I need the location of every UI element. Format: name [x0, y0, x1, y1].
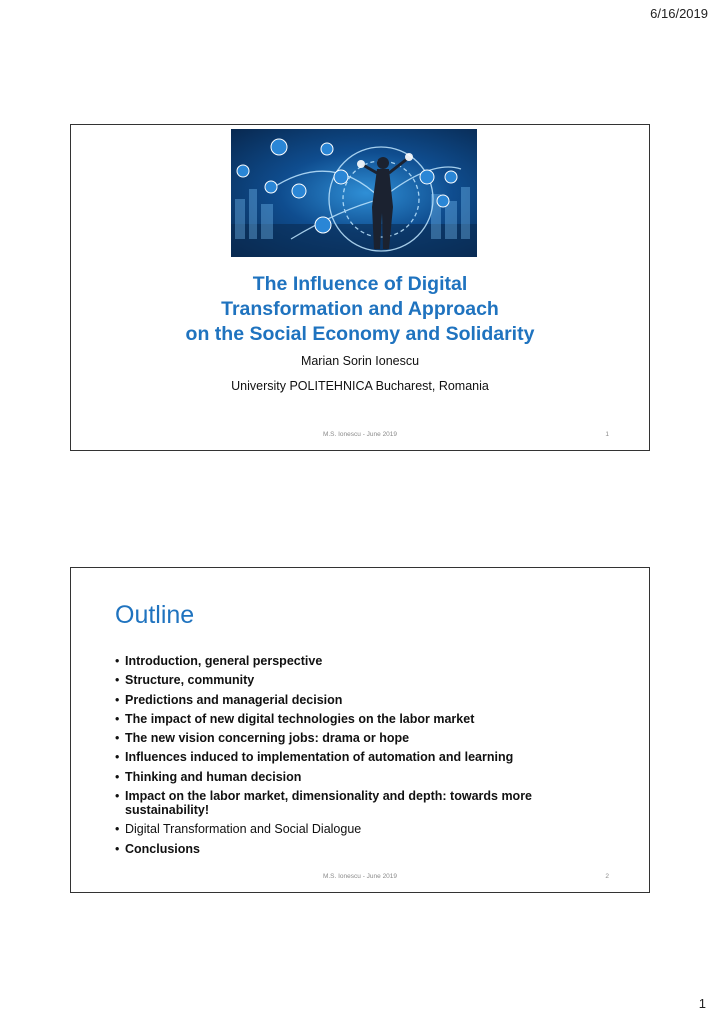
list-item: • The new vision concerning jobs: drama or hope — [115, 731, 410, 746]
bullet-icon: • — [115, 841, 120, 856]
slide-footer: M.S. Ionescu - June 2019 — [322, 873, 398, 880]
list-item: • Impact on the labor market, dimensionality and depth: towards more sustainability! — [115, 789, 533, 818]
bullet-icon: • — [115, 750, 120, 765]
title-line: on the Social Economy and Solidarity — [185, 323, 535, 345]
hero-graphic — [231, 129, 477, 257]
bullet-icon: • — [115, 731, 120, 746]
bullet-icon: • — [115, 692, 120, 707]
slide-footer: M.S. Ionescu - June 2019 — [322, 431, 398, 438]
digital-network-person-image — [231, 129, 477, 257]
slide-2 — [70, 567, 650, 893]
list-item: • Influences induced to implementation of automation and learning — [115, 750, 514, 765]
slide-title — [71, 272, 649, 347]
page-date: 6/16/2019 — [650, 6, 708, 21]
author-name: Marian Sorin Ionescu — [300, 354, 420, 368]
slide-number: 1 — [605, 431, 609, 438]
bullet-icon: • — [115, 711, 120, 726]
list-item: • Predictions and managerial decision — [115, 692, 343, 707]
list-item: • The impact of new digital technologies on the labor market — [115, 711, 475, 726]
outline-heading: Outline — [115, 601, 195, 629]
list-item: • Thinking and human decision — [115, 769, 302, 784]
outline-list — [115, 654, 615, 861]
bullet-icon: • — [115, 673, 120, 688]
page-number: 1 — [698, 996, 706, 1011]
bullet-icon: • — [115, 769, 120, 784]
affiliation: University POLITEHNICA Bucharest, Romania — [231, 379, 489, 393]
list-item: • Introduction, general perspective — [115, 654, 323, 668]
title-line: Transformation and Approach — [221, 298, 499, 320]
title-line: The Influence of Digital — [252, 273, 468, 295]
list-item: • Conclusions — [115, 841, 201, 856]
bullet-icon: • — [115, 654, 120, 668]
bullet-icon: • — [115, 789, 120, 804]
list-item: • Digital Transformation and Social Dialogue — [115, 822, 362, 837]
bullet-icon: • — [115, 822, 120, 837]
list-item: • Structure, community — [115, 673, 255, 688]
slide-number: 2 — [605, 873, 609, 880]
slide-1 — [70, 124, 650, 451]
